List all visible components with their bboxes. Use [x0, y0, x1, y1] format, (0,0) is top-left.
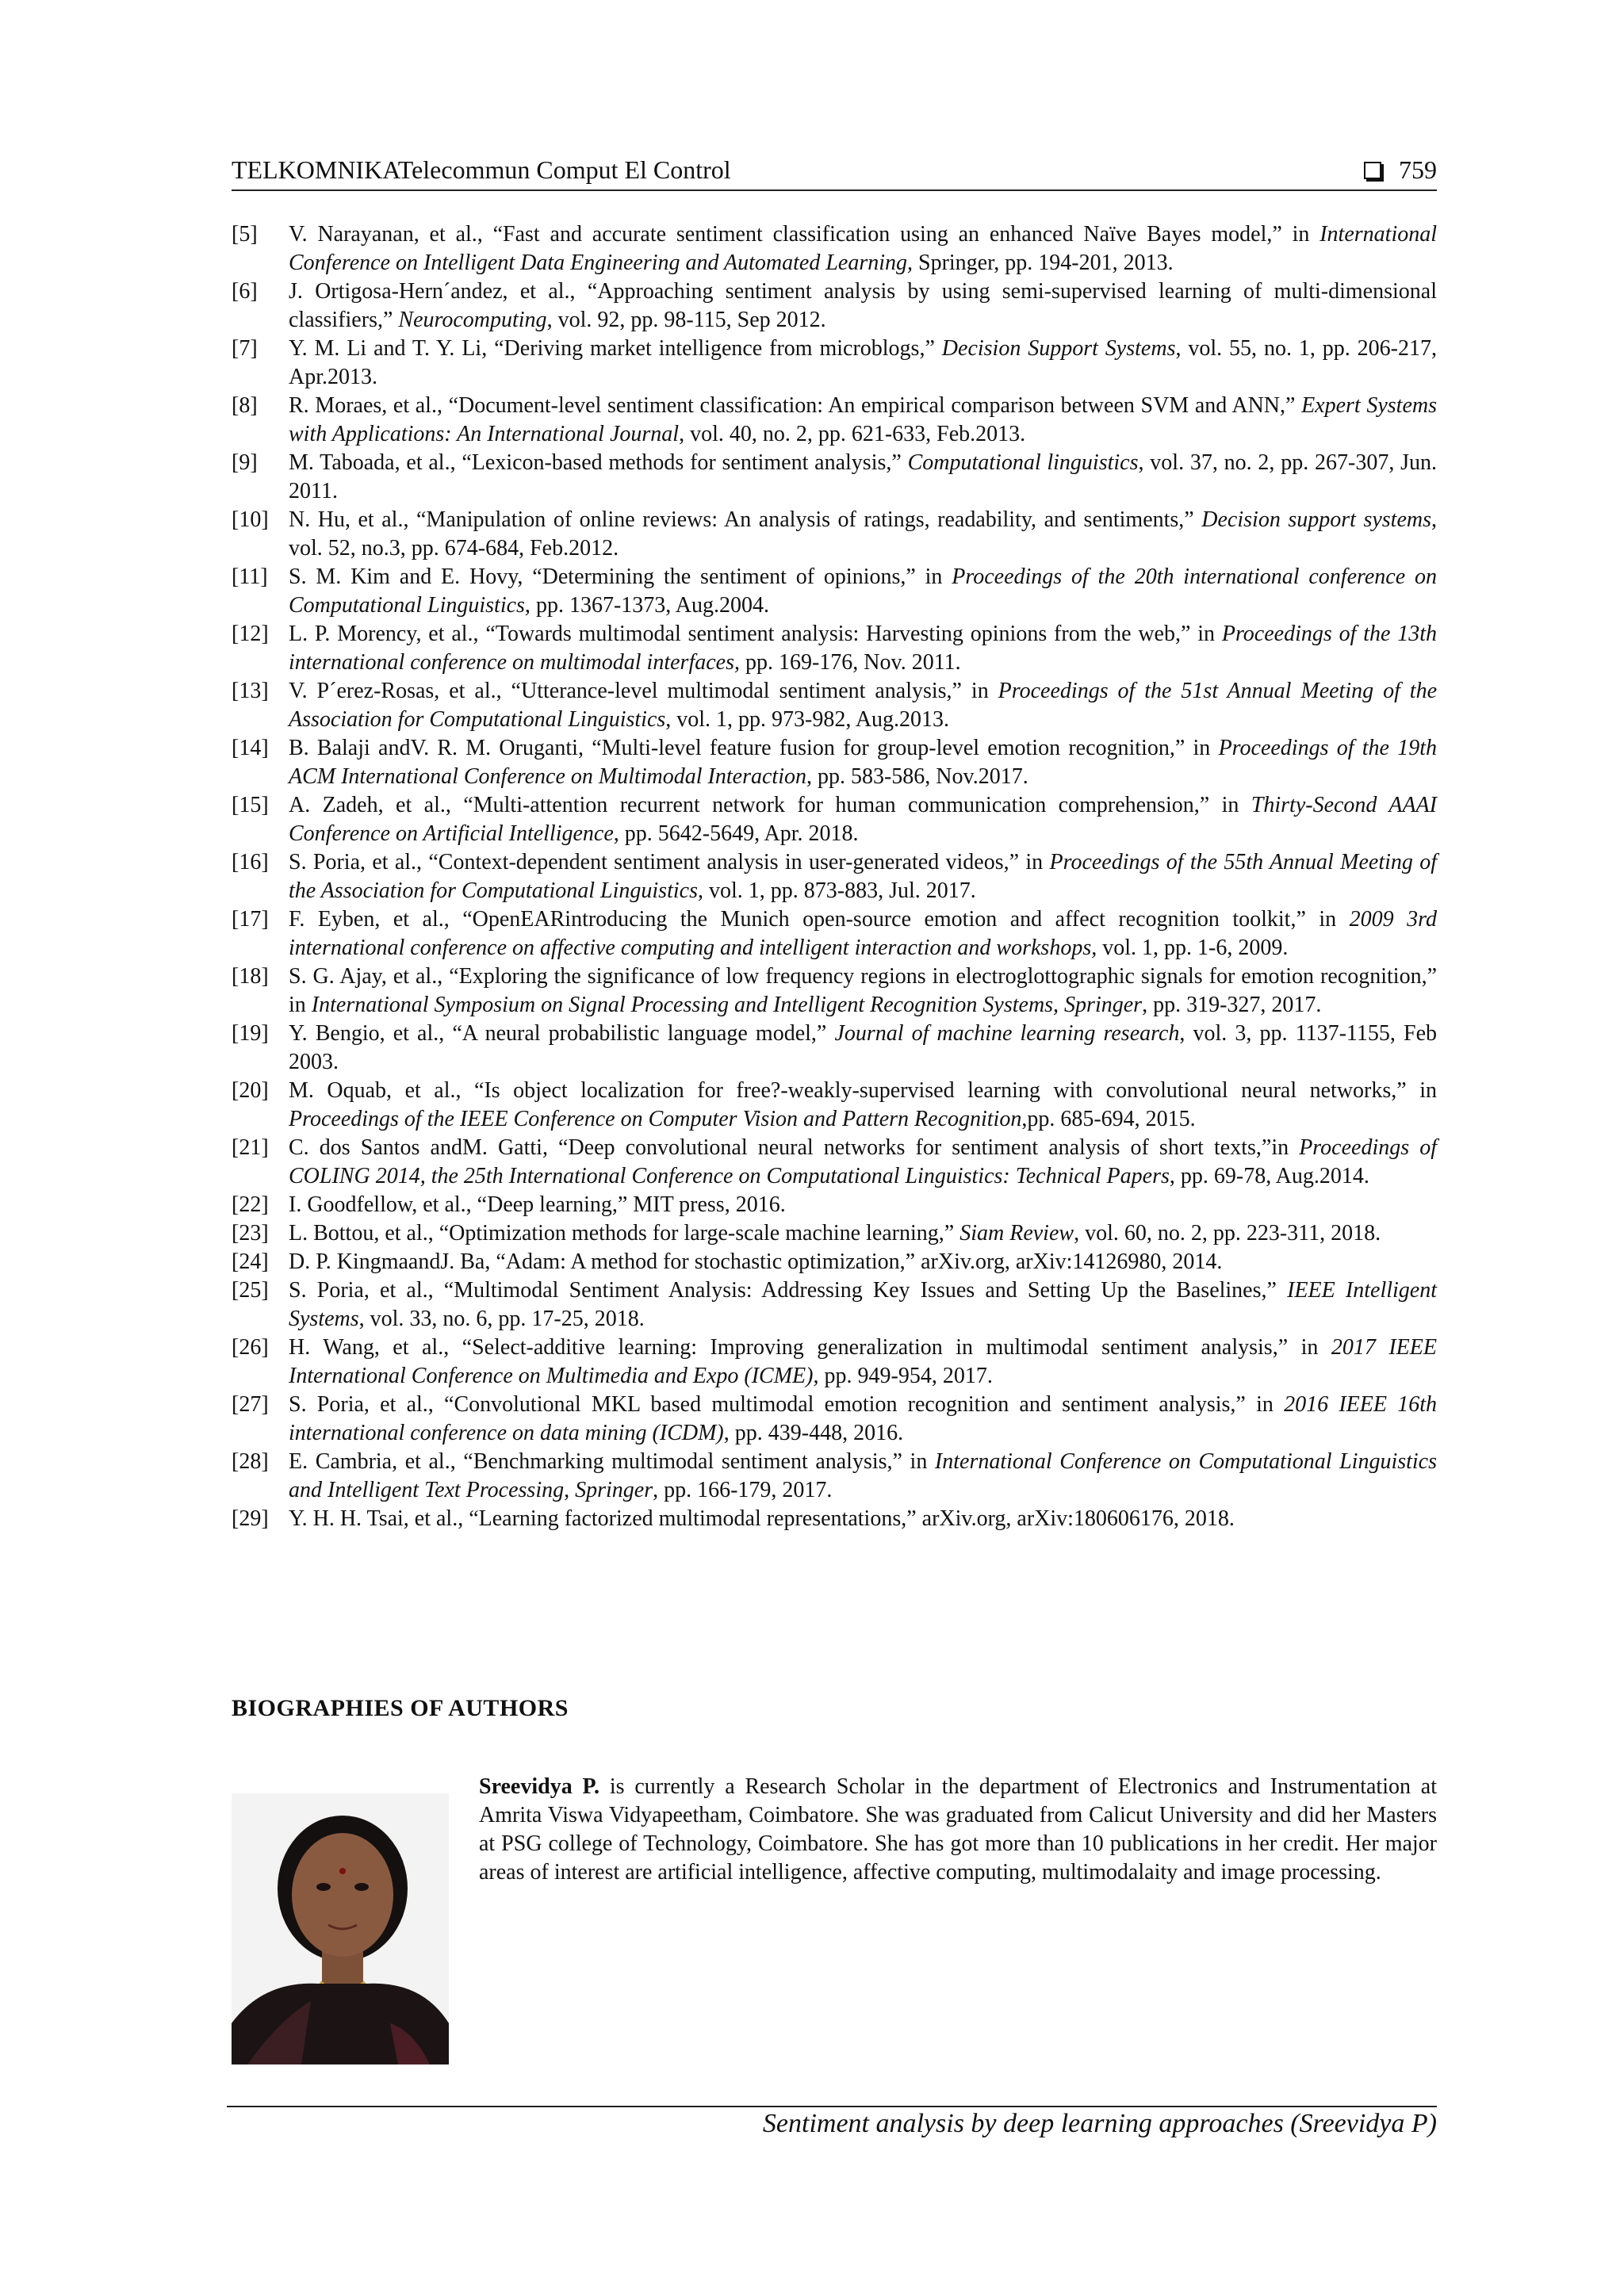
reference-segment: Y. Bengio, et al., “A neural probabilistic language model,” [289, 1021, 835, 1046]
reference-text [289, 392, 1437, 449]
reference-segment: vol. 1, pp. 1-6, 2009. [1097, 936, 1289, 960]
reference-segment: S. M. Kim and E. Hovy, “Determining the sentiment of opinions,” in [289, 564, 952, 589]
reference-text [289, 1248, 1437, 1276]
reference-item [232, 392, 1437, 449]
reference-number: [26] [232, 1335, 269, 1360]
reference-segment: pp. 1367-1373, Aug.2004. [530, 593, 769, 618]
reference-item [232, 506, 1437, 563]
reference-text [289, 677, 1437, 734]
reference-source: Thirty-Second AAAI Conference on Artificial Intelligence [289, 793, 1437, 846]
reference-number: [6] [232, 279, 258, 304]
reference-number: [12] [232, 622, 269, 646]
reference-text [289, 1276, 1437, 1334]
reference-segment: , pp. 5642-5649, Apr. 2018. [613, 821, 859, 846]
reference-segment: , vol. 60, no. 2, pp. 223-311, 2018. [1074, 1221, 1381, 1246]
reference-source: Proceedings of the 55th Annual Meeting of the Association for Computational Linguistics [289, 850, 1437, 903]
reference-segment: S. Poria, et al., “Multimodal Sentiment Analysis: Addressing Key Issues and Setting Up the Baselines,” [289, 1278, 1288, 1303]
reference-text [289, 1334, 1437, 1391]
reference-text [289, 506, 1437, 563]
reference-number: [10] [232, 507, 269, 532]
references-list [232, 220, 1437, 1533]
author-photo [232, 1793, 449, 2064]
reference-item [232, 277, 1437, 335]
reference-text [289, 1191, 1437, 1219]
reference-text [289, 1077, 1437, 1134]
reference-segment: V. P´erez-Rosas, et al., “Utterance-level multimodal sentiment analysis,” in [289, 679, 998, 703]
reference-source: International Conference on Intelligent Data Engineering and Automated Learning, [289, 222, 1437, 275]
reference-text [289, 1020, 1437, 1077]
reference-segment: D. P. KingmaandJ. Ba, “Adam: A method for stochastic optimization,” arXiv.org, arXiv:14126980, 2014. [289, 1249, 1223, 1274]
reference-source: Decision support systems [1201, 507, 1431, 532]
reference-item [232, 1191, 1437, 1219]
running-footer: Sentiment analysis by deep learning approaches (Sreevidya P) [762, 2109, 1437, 2138]
reference-segment: , pp. 439-448, 2016. [723, 1421, 904, 1445]
reference-segment: V. Narayanan, et al., “Fast and accurate sentiment classification using an enhanced Naïve Bayes model,” in [289, 222, 1320, 247]
reference-text [289, 1448, 1437, 1505]
reference-number: [18] [232, 964, 269, 989]
reference-segment: L. P. Morency, et al., “Towards multimodal sentiment analysis: Harvesting opinions from the web,” in [289, 622, 1222, 646]
reference-item [232, 677, 1437, 734]
reference-item [232, 791, 1437, 848]
reference-item [232, 1448, 1437, 1505]
journal-name: TELKOMNIKATelecommun Comput El Control [232, 155, 731, 184]
reference-source: Neurocomputing [398, 308, 547, 332]
reference-item [232, 220, 1437, 277]
reference-source: Decision Support Systems [941, 336, 1176, 361]
reference-number: [14] [232, 736, 269, 760]
reference-source: Expert Systems with Applications: An International Journal [289, 393, 1437, 446]
reference-segment: , vol. 92, pp. 98-115, Sep 2012. [546, 308, 826, 332]
reference-segment: , vol. 37, no. 2, pp. 267-307, Jun. 2011. [289, 450, 1437, 503]
reference-text [289, 791, 1437, 848]
reference-number: [28] [232, 1449, 269, 1474]
reference-item [232, 962, 1437, 1020]
reference-text [289, 848, 1437, 905]
reference-item [232, 905, 1437, 962]
reference-segment: Y. M. Li and T. Y. Li, “Deriving market intelligence from microblogs,” [289, 336, 942, 361]
reference-source: Proceedings of the 13th international conference on multimodal interfaces, [289, 622, 1438, 675]
reference-segment: , vol. 40, no. 2, pp. 621-633, Feb.2013. [679, 422, 1026, 446]
footer-rule [227, 2106, 1437, 2107]
running-header [232, 155, 1437, 191]
reference-segment: H. Wang, et al., “Select-additive learning: Improving generalization in multimodal sentiment analysis,” in [289, 1335, 1331, 1360]
reference-source: Computational linguistics [907, 450, 1139, 475]
reference-item [232, 1077, 1437, 1134]
reference-item [232, 1391, 1437, 1448]
reference-item [232, 734, 1437, 791]
reference-item [232, 1219, 1437, 1248]
reference-source: International Symposium on Signal Processing and Intelligent Recognition Systems, Springer [311, 993, 1143, 1017]
reference-segment: Y. H. H. Tsai, et al., “Learning factorized multimodal representations,” arXiv.org, arXiv:180606176, 2018. [289, 1506, 1235, 1531]
reference-segment: , vol. 55, no. 1, pp. 206-217, Apr.2013. [289, 336, 1437, 389]
reference-text [289, 1134, 1437, 1191]
reference-number: [9] [232, 450, 258, 475]
reference-segment: , vol. 52, no.3, pp. 674-684, Feb.2012. [289, 507, 1437, 561]
reference-text [289, 1505, 1437, 1533]
reference-segment: pp. 169-176, Nov. 2011. [739, 650, 961, 675]
reference-text [289, 734, 1437, 791]
reference-number: [8] [232, 393, 258, 418]
reference-number: [17] [232, 907, 269, 932]
reference-segment: , pp. 319-327, 2017. [1142, 993, 1322, 1017]
reference-number: [29] [232, 1506, 269, 1531]
reference-item [232, 1334, 1437, 1391]
reference-text [289, 563, 1437, 620]
reference-item [232, 1134, 1437, 1191]
section-title: BIOGRAPHIES OF AUTHORS [232, 1695, 569, 1721]
reference-item [232, 1276, 1437, 1334]
reference-number: [23] [232, 1221, 269, 1246]
reference-source: Journal of machine learning research [834, 1021, 1180, 1046]
reference-text [289, 1391, 1437, 1448]
author-name: Sreevidya P. [479, 1774, 600, 1799]
page-number: 759 [1399, 155, 1437, 184]
reference-text [289, 620, 1437, 677]
reference-segment: ,pp. 685-694, 2015. [1021, 1107, 1196, 1131]
reference-segment: L. Bottou, et al., “Optimization methods for large-scale machine learning,” [289, 1221, 960, 1246]
reference-source: Proceedings of the 20th international conference on Computational Linguistics, [289, 564, 1437, 618]
page-number-group [1364, 155, 1437, 185]
reference-number: [24] [232, 1249, 269, 1274]
reference-number: [19] [232, 1021, 269, 1046]
reference-segment: , pp. 69-78, Aug.2014. [1169, 1164, 1369, 1188]
reference-item [232, 449, 1437, 506]
reference-number: [21] [232, 1135, 269, 1160]
reference-text [289, 335, 1437, 392]
reference-segment: Springer, pp. 194-201, 2013. [913, 251, 1174, 275]
reference-text [289, 220, 1437, 277]
reference-item [232, 620, 1437, 677]
reference-source: IEEE Intelligent Systems [289, 1278, 1437, 1331]
reference-item [232, 1020, 1437, 1077]
reference-source: Proceedings of COLING 2014, the 25th International Conference on Computational Linguistics: Technical Papers [289, 1135, 1437, 1188]
reference-source: 2016 IEEE 16th international conference on data mining (ICDM) [289, 1392, 1437, 1445]
reference-number: [15] [232, 793, 269, 817]
reference-source: Siam Review [959, 1221, 1074, 1246]
reference-segment: S. G. Ajay, et al., “Exploring the significance of low frequency regions in electroglottographic signals for emotion recognition,” in [289, 964, 1437, 1017]
reference-item [232, 563, 1437, 620]
reference-text [289, 905, 1437, 962]
reference-number: [16] [232, 850, 269, 874]
reference-segment: F. Eyben, et al., “OpenEARintroducing the Munich open-source emotion and affect recognition toolkit,” in [289, 907, 1350, 932]
reference-number: [25] [232, 1278, 269, 1303]
reference-number: [11] [232, 564, 268, 589]
reference-item [232, 335, 1437, 392]
reference-segment: S. Poria, et al., “Convolutional MKL based multimodal emotion recognition and sentiment analysis,” in [289, 1392, 1285, 1417]
reference-source: 2009 3rd international conference on affective computing and intelligent interaction and workshops, [289, 907, 1438, 960]
author-photo-image [232, 1793, 449, 2064]
reference-text [289, 962, 1437, 1020]
reference-source: International Conference on Computational Linguistics and Intelligent Text Processing, Springer [289, 1449, 1438, 1502]
reference-text [289, 1219, 1437, 1248]
checkbox-square-icon [1364, 162, 1381, 179]
reference-source: Proceedings of the IEEE Conference on Computer Vision and Pattern Recognition [289, 1107, 1022, 1131]
reference-segment: , vol. 1, pp. 973-982, Aug.2013. [665, 707, 950, 732]
reference-segment: R. Moraes, et al., “Document-level sentiment classification: An empirical comparison between SVM and ANN,” [289, 393, 1302, 418]
reference-number: [7] [232, 336, 258, 361]
reference-item [232, 1248, 1437, 1276]
reference-segment: , vol. 3, pp. 1137-1155, Feb 2003. [289, 1021, 1437, 1074]
reference-source: 2017 IEEE International Conference on Multimedia and Expo (ICME), [289, 1335, 1437, 1388]
reference-source: Proceedings of the 19th ACM International Conference on Multimodal Interaction [289, 736, 1438, 789]
reference-segment: , pp. 583-586, Nov.2017. [806, 764, 1028, 789]
author-bio-text: is currently a Research Scholar in the department of Electronics and Instrumentation at Amrita Viswa Vidyapeetham, Coimbatore. She was graduated from Calicut University and did her Masters at PSG college of Technology, Coimbatore. She has got more than 10 publications in her credit. Her major areas of interest are artificial intelligence, affective computing, multimodalaity and image processing. [479, 1774, 1438, 1885]
reference-segment: , vol. 33, no. 6, pp. 17-25, 2018. [358, 1307, 645, 1331]
reference-number: [13] [232, 679, 269, 703]
reference-item [232, 1505, 1437, 1533]
reference-source: Proceedings of the 51st Annual Meeting of the Association for Computational Linguistics [289, 679, 1437, 732]
reference-segment: pp. 949-954, 2017. [818, 1364, 993, 1388]
reference-segment: E. Cambria, et al., “Benchmarking multimodal sentiment analysis,” in [289, 1449, 935, 1474]
reference-segment: M. Taboada, et al., “Lexicon-based methods for sentiment analysis,” [289, 450, 908, 475]
reference-number: [22] [232, 1192, 269, 1217]
reference-item [232, 848, 1437, 905]
reference-segment: B. Balaji andV. R. M. Oruganti, “Multi-level feature fusion for group-level emotion recognition,” in [289, 736, 1219, 760]
reference-number: [5] [232, 222, 258, 247]
reference-text [289, 449, 1437, 506]
author-biography [479, 1773, 1437, 1887]
reference-segment: M. Oquab, et al., “Is object localization for free?-weakly-supervised learning with convolutional neural networks,” in [289, 1078, 1437, 1103]
reference-text [289, 277, 1437, 335]
reference-number: [27] [232, 1392, 269, 1417]
reference-segment: S. Poria, et al., “Context-dependent sentiment analysis in user-generated videos,” in [289, 850, 1050, 874]
reference-segment: I. Goodfellow, et al., “Deep learning,” MIT press, 2016. [289, 1192, 786, 1217]
reference-segment: N. Hu, et al., “Manipulation of online reviews: An analysis of ratings, readability, and sentiments,” [289, 507, 1202, 532]
reference-segment: , vol. 1, pp. 873-883, Jul. 2017. [697, 878, 976, 903]
reference-segment: A. Zadeh, et al., “Multi-attention recurrent network for human communication comprehension,” in [289, 793, 1251, 817]
reference-segment: J. Ortigosa-Hern´andez, et al., “Approaching sentiment analysis by using semi-supervised learning of multi-dimensional classifiers,” [289, 279, 1437, 332]
reference-segment: C. dos Santos andM. Gatti, “Deep convolutional neural networks for sentiment analysis of short texts,”in [289, 1135, 1300, 1160]
reference-segment: , pp. 166-179, 2017. [653, 1478, 833, 1502]
reference-number: [20] [232, 1078, 269, 1103]
